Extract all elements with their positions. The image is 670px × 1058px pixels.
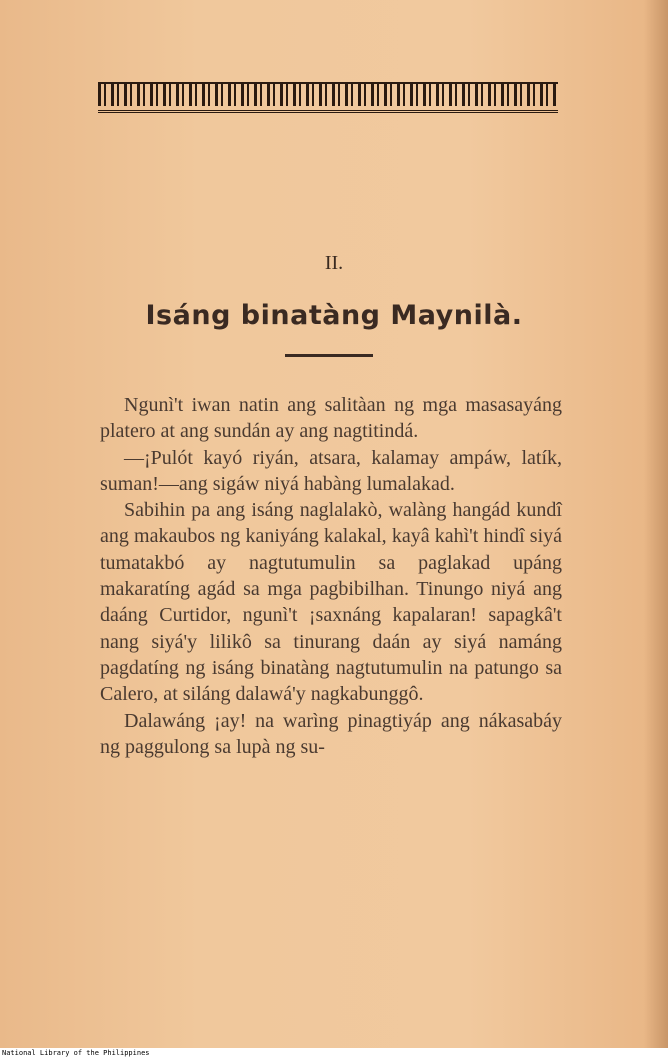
- header-rule: [98, 110, 558, 113]
- footer-credit: National Library of the Philippines: [2, 1049, 150, 1057]
- paragraph: Ngunì't iwan natin ang salitàan ng mga masasayáng platero at ang sundán ay ang nagtitindá.: [100, 394, 562, 443]
- paragraph: Sabihin pa ang isáng naglalakò, walàng hangád kundî ang makaubos ng kaniyáng kalakal, kayâ kahì't hindî siyá tumatakbó ay nagtutumulin sa paglakad upáng makaratíng agád sa mga pagbibilhan. Tinungo niyá ang daáng Curtidor, ngunì't ¡saxnáng kapalaran! sapagkâ't nang siyá'y lilikô sa tinurang daán ay siyá namáng pagdatíng ng isáng binatàng nagtutumulin na patungo sa Calero, at siláng dalawá'y nagkabunggô.: [100, 499, 562, 706]
- paragraph: —¡Pulót kayó riyán, atsara, kalamay ampáw, latík, suman!—ang sigáw niyá habàng lumalakad.: [100, 446, 562, 495]
- body-text: [100, 392, 562, 760]
- paragraph: Dalawáng ¡ay! na warìng pinagtiyáp ang nákasabáy ng paggulong sa lupà ng su-: [100, 709, 562, 758]
- header-ornament: [98, 82, 558, 106]
- title-rule: [285, 354, 373, 357]
- chapter-number: II.: [324, 252, 344, 274]
- chapter-title: Isáng binatàng Maynilà.: [145, 300, 523, 331]
